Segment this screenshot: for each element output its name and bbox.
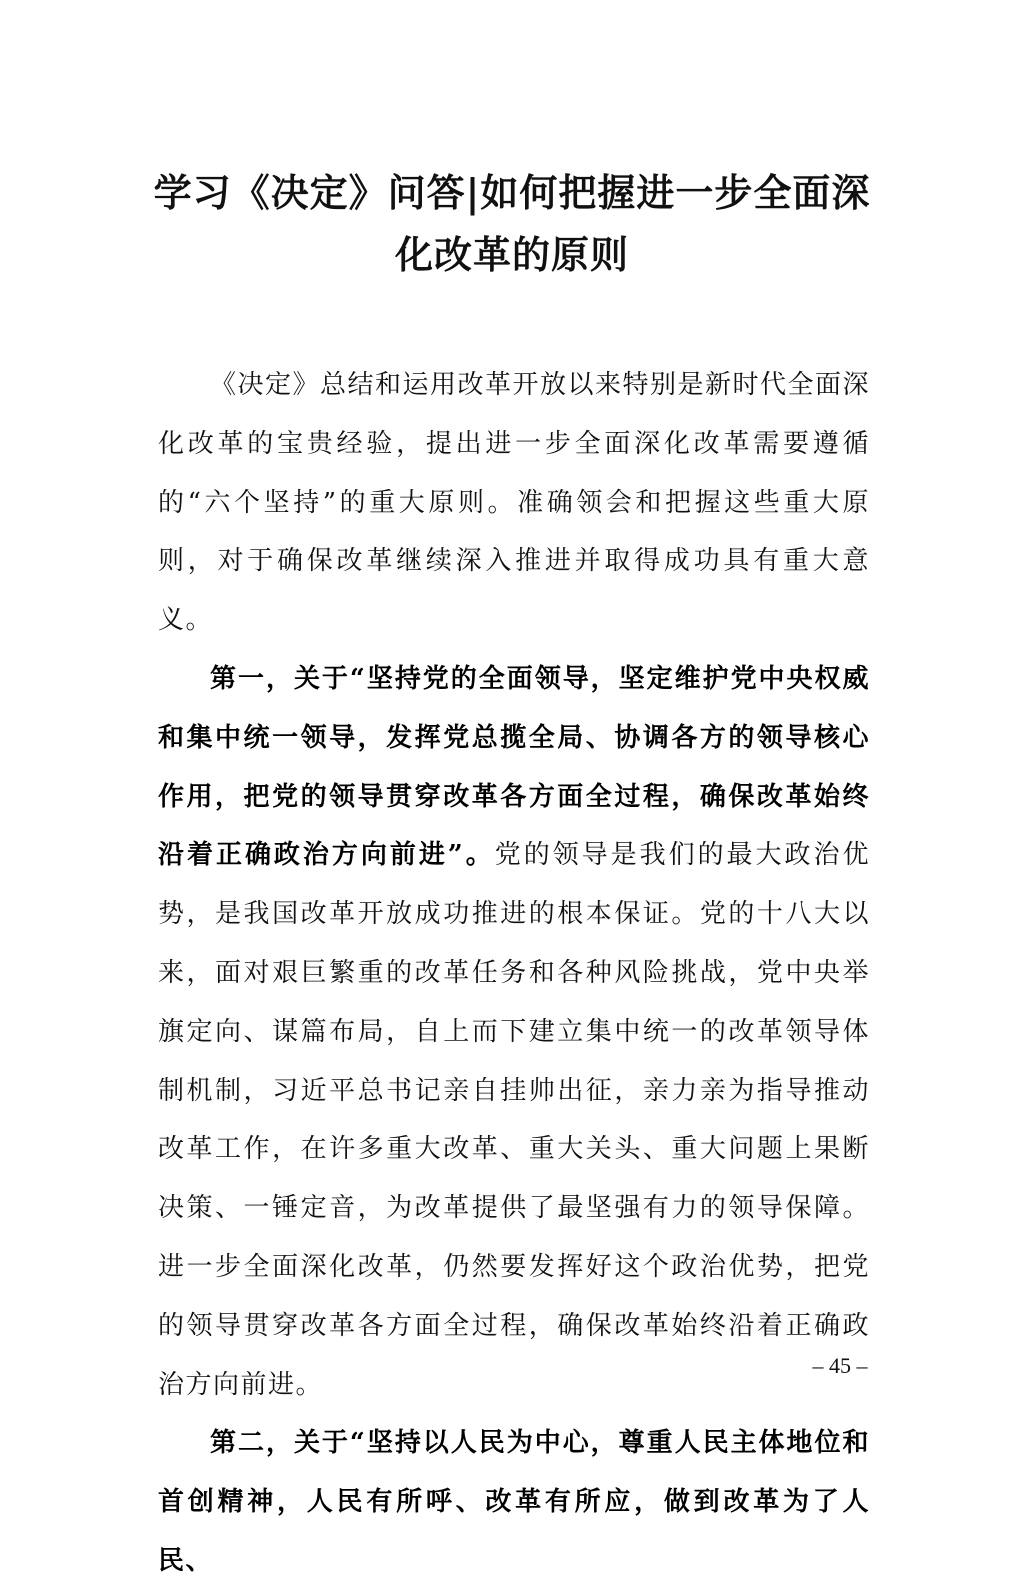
paragraph-principle-1 (158, 650, 870, 1414)
paragraph-text: 《决定》总结和运用改革开放以来特别是新时代全面深化改革的宝贵经验，提出进一步全面深化改革需要遵循的“六个坚持”的重大原则。准确领会和把握这些重大原则，对于确保改革继续深入推进并取得成功具有重大意义。 (158, 370, 871, 636)
paragraph-bold-text: 第一，关于“坚持党的全面领导，坚定维护党中央权威和集中统一领导，发挥党总揽全局、协调各方的领导核心作用，把党的领导贯穿改革各方面全过程，确保改革始终沿着正确政治方向前进”。 (158, 663, 870, 871)
document-title: 学习《决定》问答|如何把握进一步全面深化改革的原则 (153, 170, 871, 277)
page-number: – 45 – (812, 1353, 868, 1378)
paragraph-principle-2 (158, 1414, 870, 1590)
paragraph-bold-text: 第二，关于“坚持以人民为中心，尊重人民主体地位和首创精神，人民有所呼、改革有所应，做到改革为了人民、 (158, 1428, 870, 1576)
paragraph-intro (158, 356, 870, 650)
paragraph-text: 党的领导是我们的最大政治优势，是我国改革开放成功推进的根本保证。党的十八大以来，面对艰巨繁重的改革任务和各种风险挑战，党中央举旗定向、谋篇布局，自上而下建立集中统一的改革领导体制机制，习近平总书记亲自挂帅出征，亲力亲为指导推动改革工作，在许多重大改革、重大关头、重大问题上果断决策、一锤定音，为改革提供了最坚强有力的领导保障。进一步全面深化改革，仍然要发挥好这个政治优势，把党的领导贯穿改革各方面全过程，确保改革始终沿着正确政治方向前进。 (158, 840, 870, 1400)
document-body (158, 356, 870, 1591)
